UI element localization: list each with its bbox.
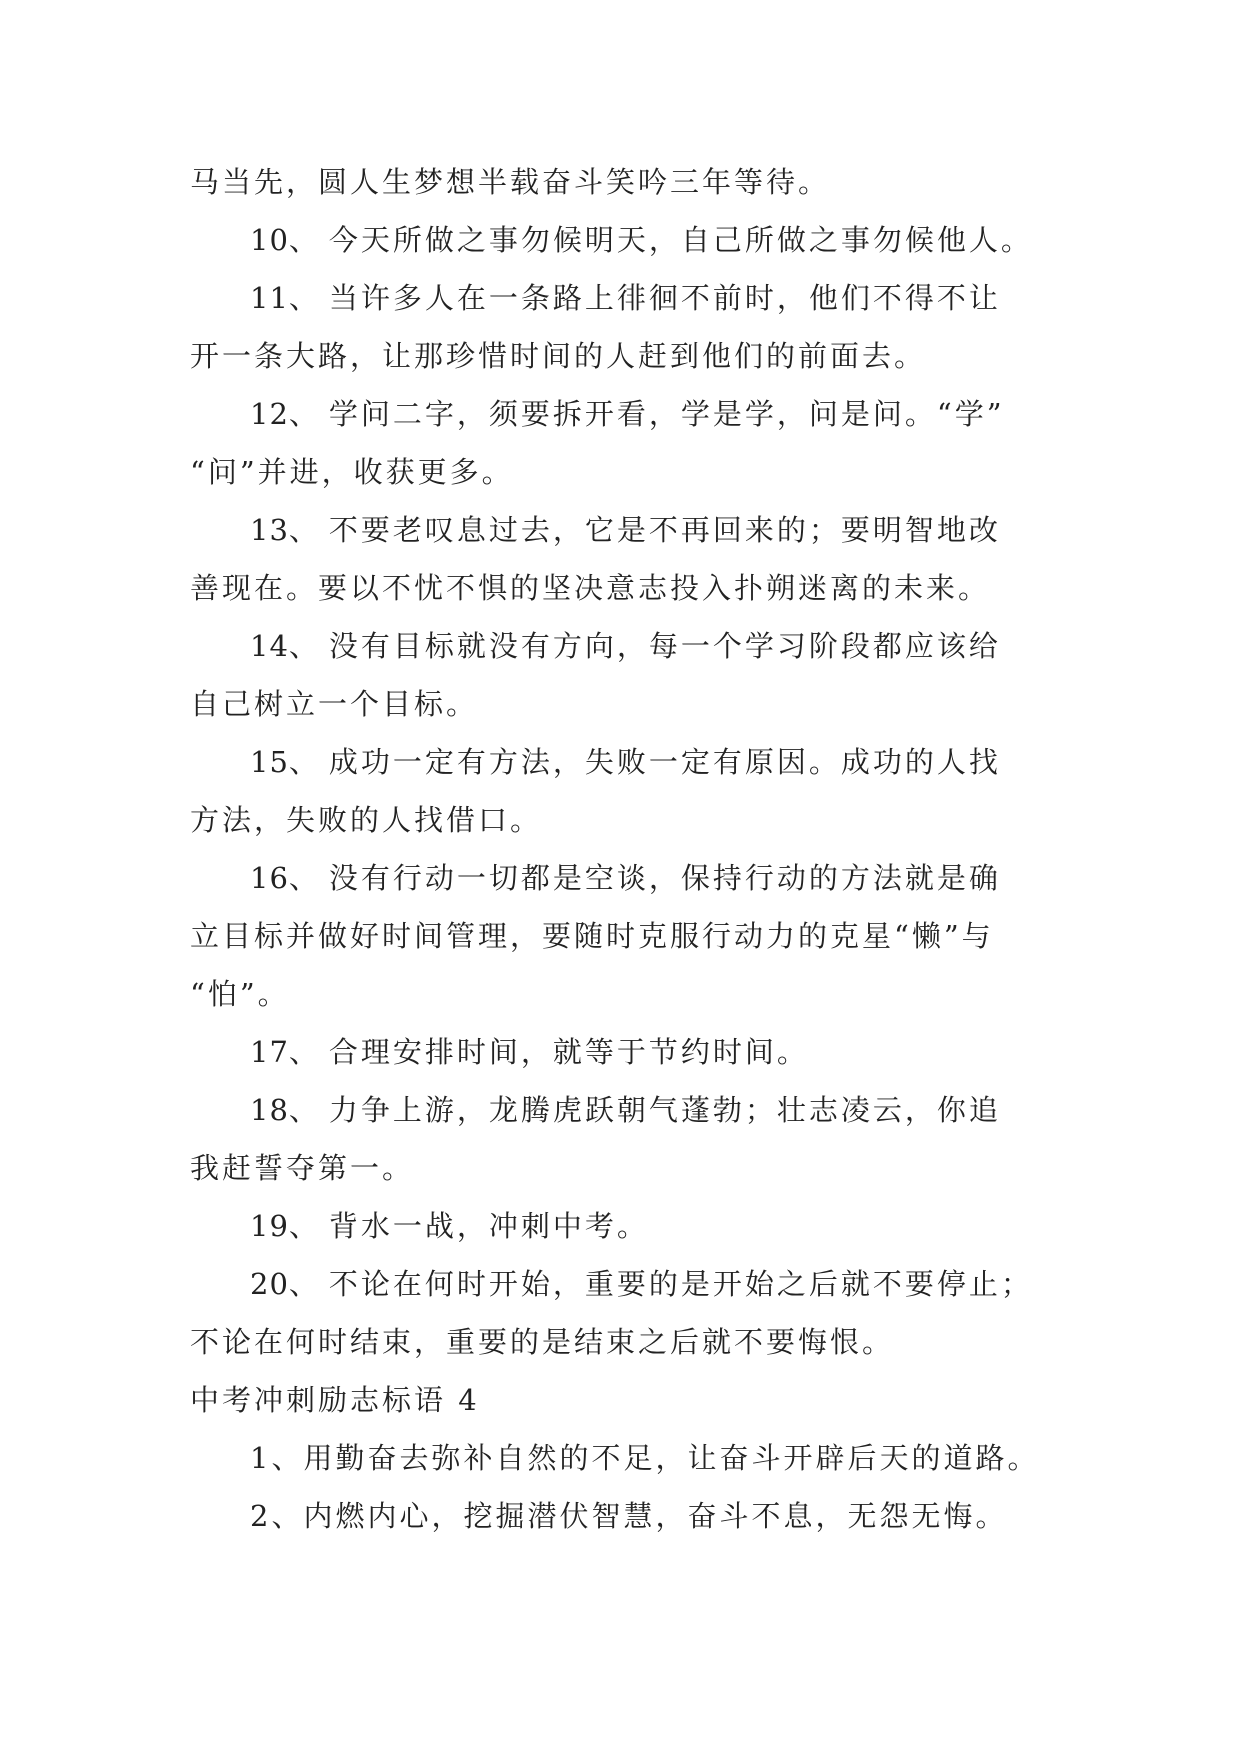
list-item-1 bbox=[190, 1429, 1070, 1487]
item-text: 成功一定有方法，失败一定有原因。成功的人找 bbox=[328, 745, 1001, 779]
line-text: 立目标并做好时间管理，要随时克服行动力的克星“懒”与 bbox=[190, 919, 994, 953]
item-text: 当许多人在一条路上徘徊不前时，他们不得不让 bbox=[328, 281, 1001, 315]
text-line-continuation bbox=[190, 965, 1070, 1023]
line-text: 方法，失败的人找借口。 bbox=[190, 803, 543, 837]
line-text: 自己树立一个目标。 bbox=[190, 687, 479, 721]
item-text: 没有目标就没有方向，每一个学习阶段都应该给 bbox=[328, 629, 1001, 663]
text-line-continuation bbox=[190, 675, 1070, 733]
list-item-20 bbox=[190, 1255, 1070, 1313]
item-number: 17、 bbox=[250, 1035, 319, 1069]
list-item-10 bbox=[190, 211, 1070, 269]
item-text: 2、内燃内心，挖掘潜伏智慧，奋斗不息，无怨无悔。 bbox=[250, 1499, 1008, 1533]
list-item-18 bbox=[190, 1081, 1070, 1139]
item-text: 今天所做之事勿候明天，自己所做之事勿候他人。 bbox=[328, 223, 1033, 257]
item-text: 学问二字，须要拆开看，学是学，问是问。“学” bbox=[328, 397, 1005, 431]
list-item-12 bbox=[190, 385, 1070, 443]
line-text: 善现在。要以不忧不惧的坚决意志投入扑朔迷离的未来。 bbox=[190, 571, 991, 605]
list-item-13 bbox=[190, 501, 1070, 559]
line-text: 我赶誓夺第一。 bbox=[190, 1151, 415, 1185]
text-line-continuation bbox=[190, 327, 1070, 385]
item-number: 16、 bbox=[250, 861, 319, 895]
text-line-continuation bbox=[190, 1313, 1070, 1371]
list-item-19 bbox=[190, 1197, 1070, 1255]
item-text: 不要老叹息过去，它是不再回来的；要明智地改 bbox=[328, 513, 1001, 547]
line-text: 不论在何时结束，重要的是结束之后就不要悔恨。 bbox=[190, 1325, 895, 1359]
item-number: 13、 bbox=[250, 513, 319, 547]
heading-text: 中考冲刺励志标语 4 bbox=[190, 1383, 480, 1417]
item-number: 11、 bbox=[250, 281, 319, 315]
list-item-2 bbox=[190, 1487, 1070, 1545]
list-item-17 bbox=[190, 1023, 1070, 1081]
list-item-14 bbox=[190, 617, 1070, 675]
text-line-continuation bbox=[190, 443, 1070, 501]
item-text: 没有行动一切都是空谈，保持行动的方法就是确 bbox=[328, 861, 1001, 895]
item-number: 14、 bbox=[250, 629, 319, 663]
item-number: 10、 bbox=[250, 223, 319, 257]
item-number: 19、 bbox=[250, 1209, 319, 1243]
item-number: 15、 bbox=[250, 745, 319, 779]
list-item-16 bbox=[190, 849, 1070, 907]
section-heading bbox=[190, 1371, 1070, 1429]
item-number: 18、 bbox=[250, 1093, 319, 1127]
line-text: “问”并进，收获更多。 bbox=[190, 455, 514, 489]
line-text: 开一条大路，让那珍惜时间的人赶到他们的前面去。 bbox=[190, 339, 927, 373]
list-item-15 bbox=[190, 733, 1070, 791]
item-text: 背水一战，冲刺中考。 bbox=[328, 1209, 649, 1243]
item-number: 12、 bbox=[250, 397, 319, 431]
line-text: “怕”。 bbox=[190, 977, 290, 1011]
text-line-continuation bbox=[190, 907, 1070, 965]
item-text: 不论在何时开始，重要的是开始之后就不要停止； bbox=[328, 1267, 1033, 1301]
item-text: 力争上游，龙腾虎跃朝气蓬勃；壮志凌云，你追 bbox=[328, 1093, 1001, 1127]
item-text: 1、用勤奋去弥补自然的不足，让奋斗开辟后天的道路。 bbox=[250, 1441, 1040, 1475]
item-text: 合理安排时间，就等于节约时间。 bbox=[328, 1035, 809, 1069]
text-line-continuation bbox=[190, 153, 1070, 211]
text-line-continuation bbox=[190, 1139, 1070, 1197]
text-line-continuation bbox=[190, 559, 1070, 617]
line-text: 马当先，圆人生梦想半载奋斗笑吟三年等待。 bbox=[190, 165, 831, 199]
document-body bbox=[190, 153, 1070, 1545]
text-line-continuation bbox=[190, 791, 1070, 849]
item-number: 20、 bbox=[250, 1267, 319, 1301]
list-item-11 bbox=[190, 269, 1070, 327]
